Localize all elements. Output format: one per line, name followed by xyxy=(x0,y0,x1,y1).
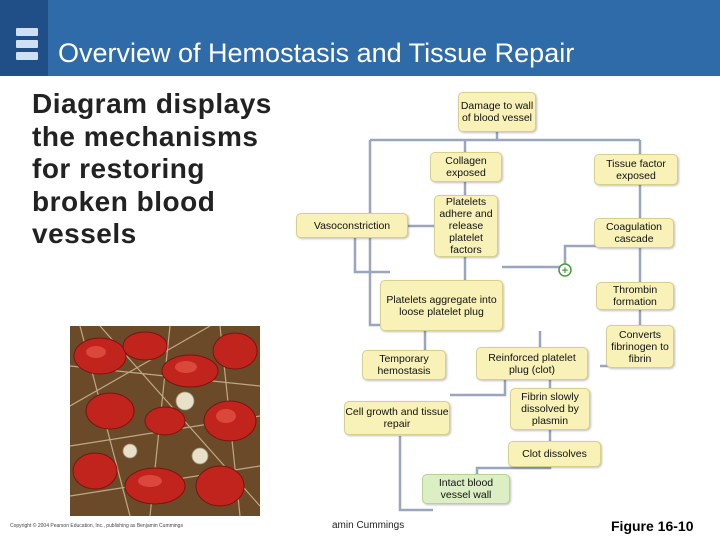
tissue-factor-box: Tissue factor exposed xyxy=(594,154,678,185)
temporary-hemostasis-box: Temporary hemostasis xyxy=(362,350,446,380)
platelets-aggregate-box: Platelets aggregate into loose platelet plug xyxy=(380,280,503,331)
fibrin-dissolved-box: Fibrin slowly dissolved by plasmin xyxy=(510,388,590,430)
slide-title: Overview of Hemostasis and Tissue Repair xyxy=(58,38,575,68)
collagen-box: Collagen exposed xyxy=(430,152,502,182)
figure-label: Figure 16-10 xyxy=(611,518,694,534)
intact-vessel-box: Intact blood vessel wall xyxy=(422,474,510,504)
thrombin-box: Thrombin formation xyxy=(596,282,674,310)
copyright-note: Copyright © 2004 Pearson Education, Inc., publishing as Benjamin Cummings xyxy=(10,523,183,529)
damage-box: Damage to wall of blood vessel xyxy=(458,92,536,132)
reinforced-plug-box: Reinforced platelet plug (clot) xyxy=(476,347,588,380)
clot-dissolves-box: Clot dissolves xyxy=(508,441,601,467)
coagulation-box: Coagulation cascade xyxy=(594,218,674,248)
vasoconstriction-box: Vasoconstriction xyxy=(296,213,408,238)
plus-sign: + xyxy=(561,265,569,277)
platelets-adhere-box: Platelets adhere and release platelet factors xyxy=(434,195,498,257)
publisher-text: amin Cummings xyxy=(332,520,405,531)
cell-growth-box: Cell growth and tissue repair xyxy=(344,401,450,435)
side-description: Diagram displays the mechanisms for restoring broken blood vessels xyxy=(32,88,272,249)
converts-fibrinogen-box: Converts fibrinogen to fibrin xyxy=(606,325,674,368)
